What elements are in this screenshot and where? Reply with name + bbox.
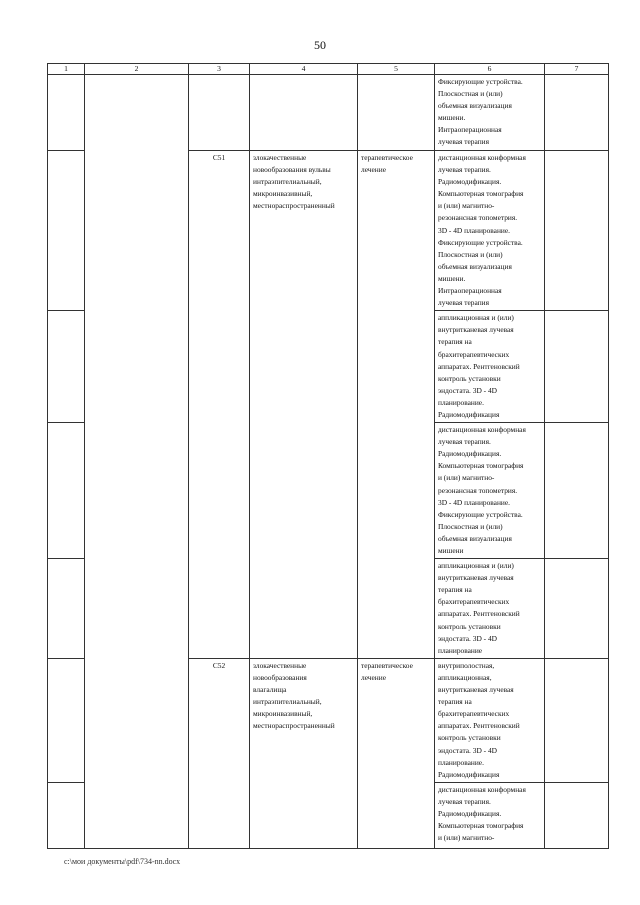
method-cell: внутриполостная, аппликационная, внутритканевая лучевая терапия на брахитерапевтических аппаратах. Рентгеновский контроль установки эндостата. 3D - 4D планирование. Радиомодификация bbox=[435, 658, 545, 782]
header-col-2: 2 bbox=[85, 64, 189, 75]
header-col-1: 1 bbox=[48, 64, 85, 75]
row-number-cell bbox=[48, 782, 85, 848]
row-number-cell bbox=[48, 423, 85, 559]
row-number-cell bbox=[48, 151, 85, 311]
method-cell: дистанционная конформная лучевая терапия. Радиомодификация. Компьютерная томография и (или) магнитно- резонансная топометрия. 3D - 4D планирование. Фиксирующие устройства. Плоскостная и (или) объемная визуализация мишени. Интраоперационная лучевая терапия bbox=[435, 151, 545, 311]
header-col-7: 7 bbox=[545, 64, 609, 75]
diagnosis-cell: злокачественные новообразования влагалища интраэпителиальный, микроинвазивный, местнораспространенный bbox=[250, 658, 358, 848]
table-row bbox=[48, 75, 609, 151]
profile-cell bbox=[85, 75, 189, 849]
page-number: 50 bbox=[314, 38, 326, 52]
method-cell: Фиксирующие устройства. Плоскостная и (или) объемная визуализация мишени. Интраоперационная лучевая терапия bbox=[435, 75, 545, 151]
icd-code-cell: C52 bbox=[189, 658, 250, 848]
treatment-type-cell bbox=[358, 75, 435, 151]
method-cell: аппликационная и (или) внутритканевая лучевая терапия на брахитерапевтических аппаратах. Рентгеновский контроль установки эндостата. 3D - 4D планирование. Радиомодификация bbox=[435, 311, 545, 423]
icd-code-cell bbox=[189, 75, 250, 151]
row-number-cell bbox=[48, 559, 85, 659]
treatment-type-cell: терапевтическое лечение bbox=[358, 151, 435, 659]
icd-code-cell: C51 bbox=[189, 151, 250, 659]
standard-cell bbox=[545, 423, 609, 559]
standard-cell bbox=[545, 658, 609, 782]
row-number-cell bbox=[48, 311, 85, 423]
header-col-6: 6 bbox=[435, 64, 545, 75]
header-col-3: 3 bbox=[189, 64, 250, 75]
standard-cell bbox=[545, 75, 609, 151]
row-number-cell bbox=[48, 658, 85, 782]
header-col-5: 5 bbox=[358, 64, 435, 75]
standard-cell bbox=[545, 311, 609, 423]
method-cell: аппликационная и (или) внутритканевая лучевая терапия на брахитерапевтических аппаратах. Рентгеновский контроль установки эндостата. 3D - 4D планирование bbox=[435, 559, 545, 659]
row-number-cell bbox=[48, 75, 85, 151]
diagnosis-cell: злокачественные новообразования вульвы интраэпителиальный, микроинвазивный, местнораспространенный bbox=[250, 151, 358, 659]
footer-file-path: c:\мои документы\pdf\734-nn.docx bbox=[64, 857, 181, 866]
header-col-4: 4 bbox=[250, 64, 358, 75]
diagnosis-cell bbox=[250, 75, 358, 151]
standard-cell bbox=[545, 782, 609, 848]
treatment-type-cell: терапевтическое лечение bbox=[358, 658, 435, 848]
method-cell: дистанционная конформная лучевая терапия. Радиомодификация. Компьютерная томография и (или) магнитно- bbox=[435, 782, 545, 848]
standard-cell bbox=[545, 559, 609, 659]
table-header-row bbox=[48, 64, 609, 75]
standard-cell bbox=[545, 151, 609, 311]
method-cell: дистанционная конформная лучевая терапия. Радиомодификация. Компьютерная томография и (или) магнитно- резонансная топометрия. 3D - 4D планирование. Фиксирующие устройства. Плоскостная и (или) объемная визуализация мишени bbox=[435, 423, 545, 559]
medical-care-table bbox=[47, 63, 609, 849]
